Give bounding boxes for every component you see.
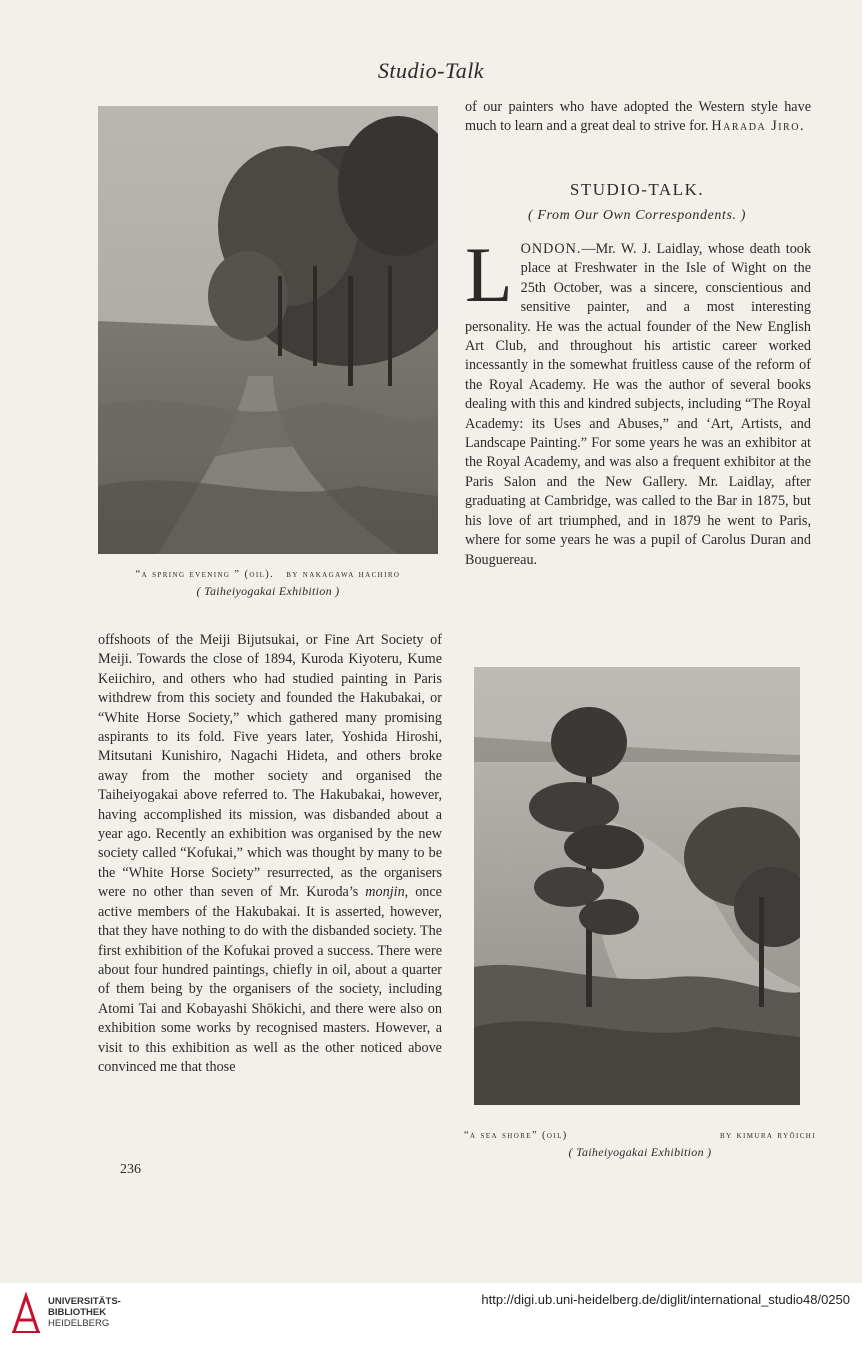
footer-bar xyxy=(0,1283,862,1345)
library-name xyxy=(48,1296,121,1329)
london-paragraph xyxy=(465,231,811,570)
drop-cap: L xyxy=(465,231,513,318)
library-name-line2: BIBLIOTHEK xyxy=(48,1307,107,1318)
left-paragraph xyxy=(98,631,442,1077)
plate-spring-evening-credit: ( Taiheiyogakai Exhibition ) xyxy=(196,584,340,598)
plate-spring-evening-title: “a spring evening ” (oil). xyxy=(135,569,275,580)
left-body-italic: monjin, xyxy=(365,884,409,901)
london-body: —Mr. W. J. Laidlay, whose death took place at Freshwater in the Isle of Wight on the 25th October, was a sincere, conscientious and sensitive painter, and a most interesting personality. He was the actual founder of the New English Art Club, and throughout his artistic career worked incessantly in the somewhat fruitless cause of the reform of the Royal Academy. He was the author of several books dealing with this and kindred subjects, including “The Royal Academy: its Uses and Abuses,” and ‘Art, Artists, and Landscape Painting.” For some years he was an exhibitor at the Royal Academy, and was also a frequent exhibitor at the Paris Salon and the New Gallery. Mr. Laidlay, after graduating at Cambridge, was called to the Bar in 1875, but his love of art triumphed, and in 1879 he went to Paris, where for some years he was a pupil of Carolus Duran and Bouguereau. xyxy=(465,241,811,568)
left-body-a: offshoots of the Meiji Bijutsukai, or Fine Art Society of Meiji. Towards the close of 1894, Kuroda Kiyoteru, Kume Keiichiro, and others who had studied painting in Paris withdrew from this society and founded the Hakubakai, or “White Horse Society,” which gathered many promising aspirants to its fold. Five years later, Yoshida Hiroshi, Mitsutani Kunishiro, Nagachi Hideta, and others broke away from the mother society and organised the Taiheiyogakai above referred to. The Hakubakai, however, having accomplished its mission, was disbanded about a year ago. Recently an exhibition was organised by the new society called “Kofukai,” which was thought by many to be the “White Horse Society” resurrected, as the organisers were no other than seven of Mr. Kuroda’s xyxy=(98,632,442,901)
plate-sea-shore-credit: ( Taiheiyogakai Exhibition ) xyxy=(568,1145,712,1159)
left-column-body xyxy=(98,631,442,1077)
plate-sea-shore-image xyxy=(474,667,800,1105)
plate-spring-evening-caption xyxy=(88,567,448,599)
plate-spring-evening xyxy=(98,106,438,554)
plate-sea-shore-caption xyxy=(460,1128,820,1160)
page-number: 236 xyxy=(120,1162,141,1177)
signature: Harada Jiro. xyxy=(711,118,805,135)
lead-word: ONDON. xyxy=(520,241,582,257)
right-column-intro xyxy=(465,98,811,137)
running-head: Studio-Talk xyxy=(377,58,485,83)
section-subtitle: ( From Our Own Correspondents. ) xyxy=(527,208,747,223)
library-name-line1: UNIVERSITÄTS- xyxy=(48,1296,121,1307)
plate-spring-evening-artist: by nakagawa hachiro xyxy=(286,569,401,580)
right-column-body xyxy=(465,231,811,570)
plate-sea-shore-title: “a sea shore” (oil) xyxy=(464,1130,568,1141)
left-body-b: once active members of the Hakubakai. It is asserted, however, that they have nothing to do with the disbanded society. The first exhibition of the Kofukai proved a success. There were about four hundred paintings, chiefly in oil, about a quarter of them being by the organisers of the society, including Atomi Tai and Kobayashi Shōkichi, and there were also on exhibition some works by recognised masters. However, a visit to this exhibition as well as the other noticed above convinced me that those xyxy=(98,884,442,1075)
plate-sea-shore-artist: by kimura ryōichi xyxy=(720,1130,816,1141)
plate-spring-evening-image xyxy=(98,106,438,554)
library-logo-icon xyxy=(10,1292,42,1341)
intro-paragraph: of our painters who have adopted the Western style have much to learn and a great deal to strive for. xyxy=(465,99,811,135)
library-name-line3: HEIDELBERG xyxy=(48,1318,110,1329)
plate-sea-shore xyxy=(474,667,800,1105)
source-url-link[interactable]: http://digi.ub.uni-heidelberg.de/diglit/international_studio48/0250 xyxy=(481,1292,850,1307)
section-title: STUDIO-TALK. xyxy=(569,180,705,199)
